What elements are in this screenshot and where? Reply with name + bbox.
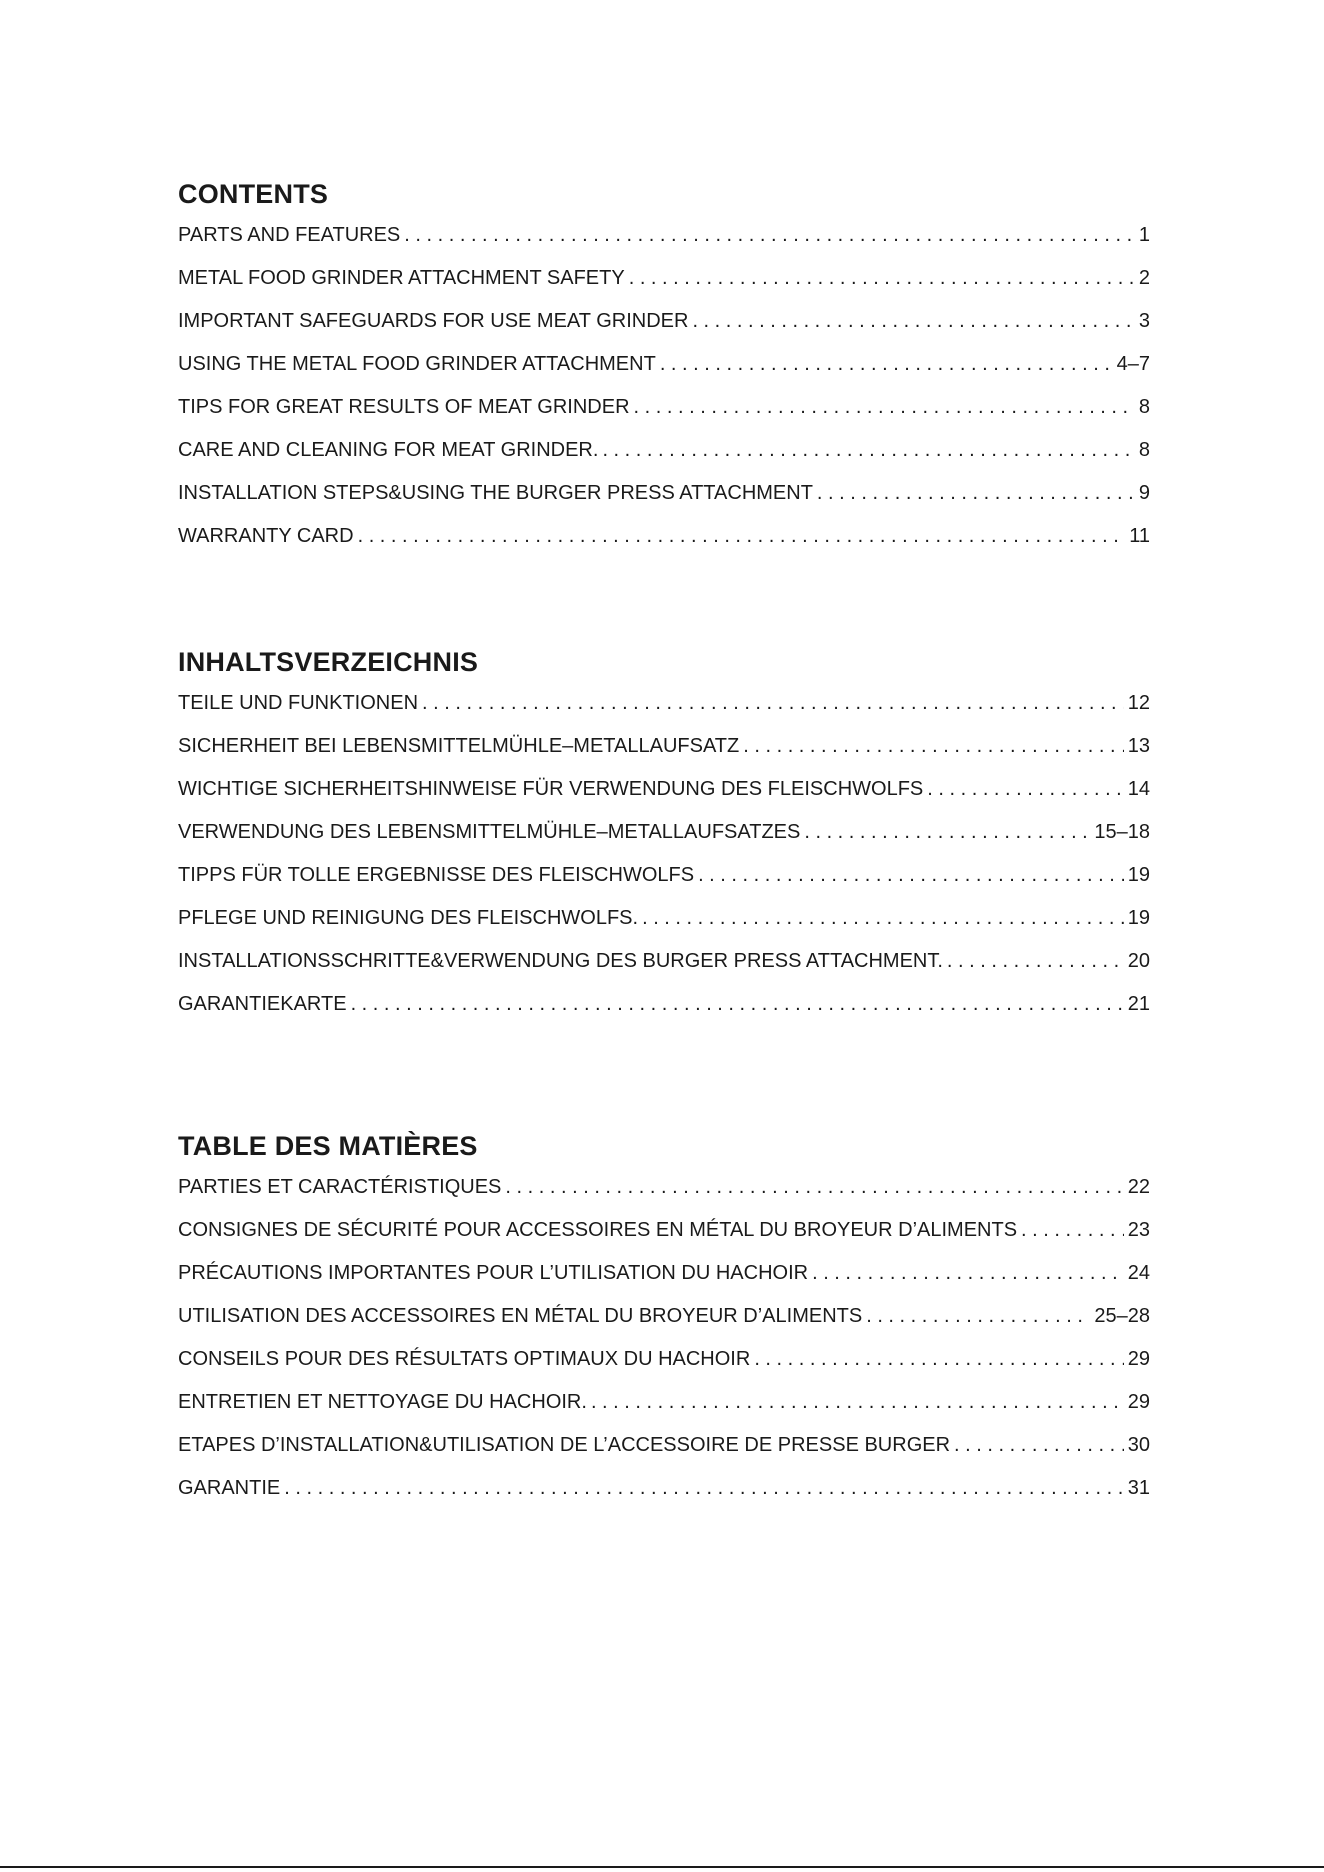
toc-entry-label: PARTIES ET CARACTÉRISTIQUES [178,1176,502,1198]
section-heading: INHALTSVERZEICHNIS [178,647,479,677]
toc-entry [178,688,1150,731]
toc-entry-label: PRÉCAUTIONS IMPORTANTES POUR L’UTILISATION DU HACHOIR [178,1262,809,1284]
toc-entry [178,1473,1150,1516]
toc-entry-label: WICHTIGE SICHERHEITSHINWEISE FÜR VERWENDUNG DES FLEISCHWOLFS [178,778,924,800]
toc-entry [178,860,1150,903]
toc-entry-label: ETAPES D’INSTALLATION&UTILISATION DE L’ACCESSOIRE DE PRESSE BURGER [178,1434,951,1456]
dot-leader [284,1473,1124,1503]
toc-entry-page: 15–18 [1094,821,1150,843]
dot-leader [358,521,1126,551]
toc-entry [178,521,1150,564]
dot-leader [634,392,1135,422]
toc-entry-label: PARTS AND FEATURES [178,224,401,246]
dot-leader [812,1258,1124,1288]
toc-entry-page: 20 [1127,950,1150,972]
toc-entry-page: 1 [1138,224,1150,246]
toc-entry-page: 29 [1127,1391,1150,1413]
toc-entry-label: TIPS FOR GREAT RESULTS OF MEAT GRINDER [178,396,630,418]
toc-entry-page: 19 [1127,864,1150,886]
toc-entry [178,1430,1150,1473]
toc-entry-page: 24 [1127,1262,1150,1284]
dot-leader [927,774,1124,804]
toc-section-inhaltsverzeichnis [178,644,1150,1032]
toc-entry-label: CARE AND CLEANING FOR MEAT GRINDER. [178,439,599,461]
section-heading: CONTENTS [178,179,329,209]
toc-entry-page: 14 [1127,778,1150,800]
toc-list [178,688,1150,1032]
toc-list [178,220,1150,564]
dot-leader [591,1387,1124,1417]
toc-section-contents [178,176,1150,564]
toc-entry [178,903,1150,946]
toc-entry [178,1344,1150,1387]
dot-leader [660,349,1113,379]
toc-entry-label: TEILE UND FUNKTIONEN [178,692,419,714]
toc-entry-page: 11 [1129,525,1150,547]
toc-entry-label: SICHERHEIT BEI LEBENSMITTELMÜHLE–METALLAUFSATZ [178,735,740,757]
toc-entry [178,220,1150,263]
toc-entry-label: USING THE METAL FOOD GRINDER ATTACHMENT [178,353,656,375]
toc-entry [178,435,1150,478]
toc-entry-page: 4–7 [1116,353,1150,375]
toc-entry [178,478,1150,521]
toc-entry-page: 9 [1138,482,1150,504]
toc-entry [178,1387,1150,1430]
toc-entry-page: 3 [1138,310,1150,332]
toc-entry-label: VERWENDUNG DES LEBENSMITTELMÜHLE–METALLAUFSATZES [178,821,801,843]
dot-leader [698,860,1124,890]
dot-leader [351,989,1124,1019]
toc-entry-page: 23 [1127,1219,1150,1241]
dot-leader [804,817,1090,847]
dot-leader [602,435,1134,465]
footer-rule [0,1866,1324,1868]
toc-entry-page: 21 [1127,993,1150,1015]
dot-leader [505,1172,1123,1202]
toc-entry [178,1172,1150,1215]
toc-entry-page: 13 [1127,735,1150,757]
toc-entry [178,392,1150,435]
toc-entry-label: WARRANTY CARD [178,525,354,547]
toc-entry-label: GARANTIE [178,1477,281,1499]
dot-leader [743,731,1124,761]
toc-entry [178,263,1150,306]
dot-leader [866,1301,1090,1331]
toc-entry [178,1301,1150,1344]
toc-entry [178,731,1150,774]
dot-leader [1021,1215,1124,1245]
toc-entry [178,817,1150,860]
dot-leader [642,903,1124,933]
section-heading: TABLE DES MATIÈRES [178,1131,478,1161]
dot-leader [692,306,1134,336]
dot-leader [629,263,1135,293]
toc-entry [178,989,1150,1032]
toc-entry-page: 25–28 [1094,1305,1150,1327]
toc-entry-label: METAL FOOD GRINDER ATTACHMENT SAFETY [178,267,625,289]
toc-entry-label: GARANTIEKARTE [178,993,347,1015]
toc-entry [178,774,1150,817]
toc-entry-page: 12 [1127,692,1150,714]
toc-entry [178,946,1150,989]
dot-leader [947,946,1124,976]
dot-leader [422,688,1124,718]
toc-entry [178,306,1150,349]
dot-leader [817,478,1135,508]
toc-entry-label: IMPORTANT SAFEGUARDS FOR USE MEAT GRINDER [178,310,689,332]
toc-section-table-des-matieres [178,1128,1150,1516]
dot-leader [754,1344,1123,1374]
toc-entry [178,349,1150,392]
toc-list [178,1172,1150,1516]
toc-entry-page: 30 [1127,1434,1150,1456]
toc-entry-label: CONSIGNES DE SÉCURITÉ POUR ACCESSOIRES EN MÉTAL DU BROYEUR D’ALIMENTS [178,1219,1018,1241]
dot-leader [404,220,1135,250]
toc-entry-label: INSTALLATIONSSCHRITTE&VERWENDUNG DES BURGER PRESS ATTACHMENT. [178,950,943,972]
toc-entry-label: CONSEILS POUR DES RÉSULTATS OPTIMAUX DU HACHOIR [178,1348,751,1370]
toc-entry-page: 22 [1127,1176,1150,1198]
toc-entry-page: 8 [1138,396,1150,418]
toc-entry-page: 31 [1127,1477,1150,1499]
toc-entry-label: UTILISATION DES ACCESSOIRES EN MÉTAL DU BROYEUR D’ALIMENTS [178,1305,863,1327]
toc-entry-page: 2 [1138,267,1150,289]
toc-entry-label: INSTALLATION STEPS&USING THE BURGER PRESS ATTACHMENT [178,482,813,504]
toc-entry-page: 8 [1138,439,1150,461]
toc-entry-page: 29 [1127,1348,1150,1370]
dot-leader [954,1430,1124,1460]
toc-entry-label: ENTRETIEN ET NETTOYAGE DU HACHOIR. [178,1391,587,1413]
toc-entry [178,1215,1150,1258]
toc-entry-label: TIPPS FÜR TOLLE ERGEBNISSE DES FLEISCHWOLFS [178,864,695,886]
toc-entry [178,1258,1150,1301]
toc-entry-label: PFLEGE UND REINIGUNG DES FLEISCHWOLFS. [178,907,639,929]
toc-entry-page: 19 [1127,907,1150,929]
